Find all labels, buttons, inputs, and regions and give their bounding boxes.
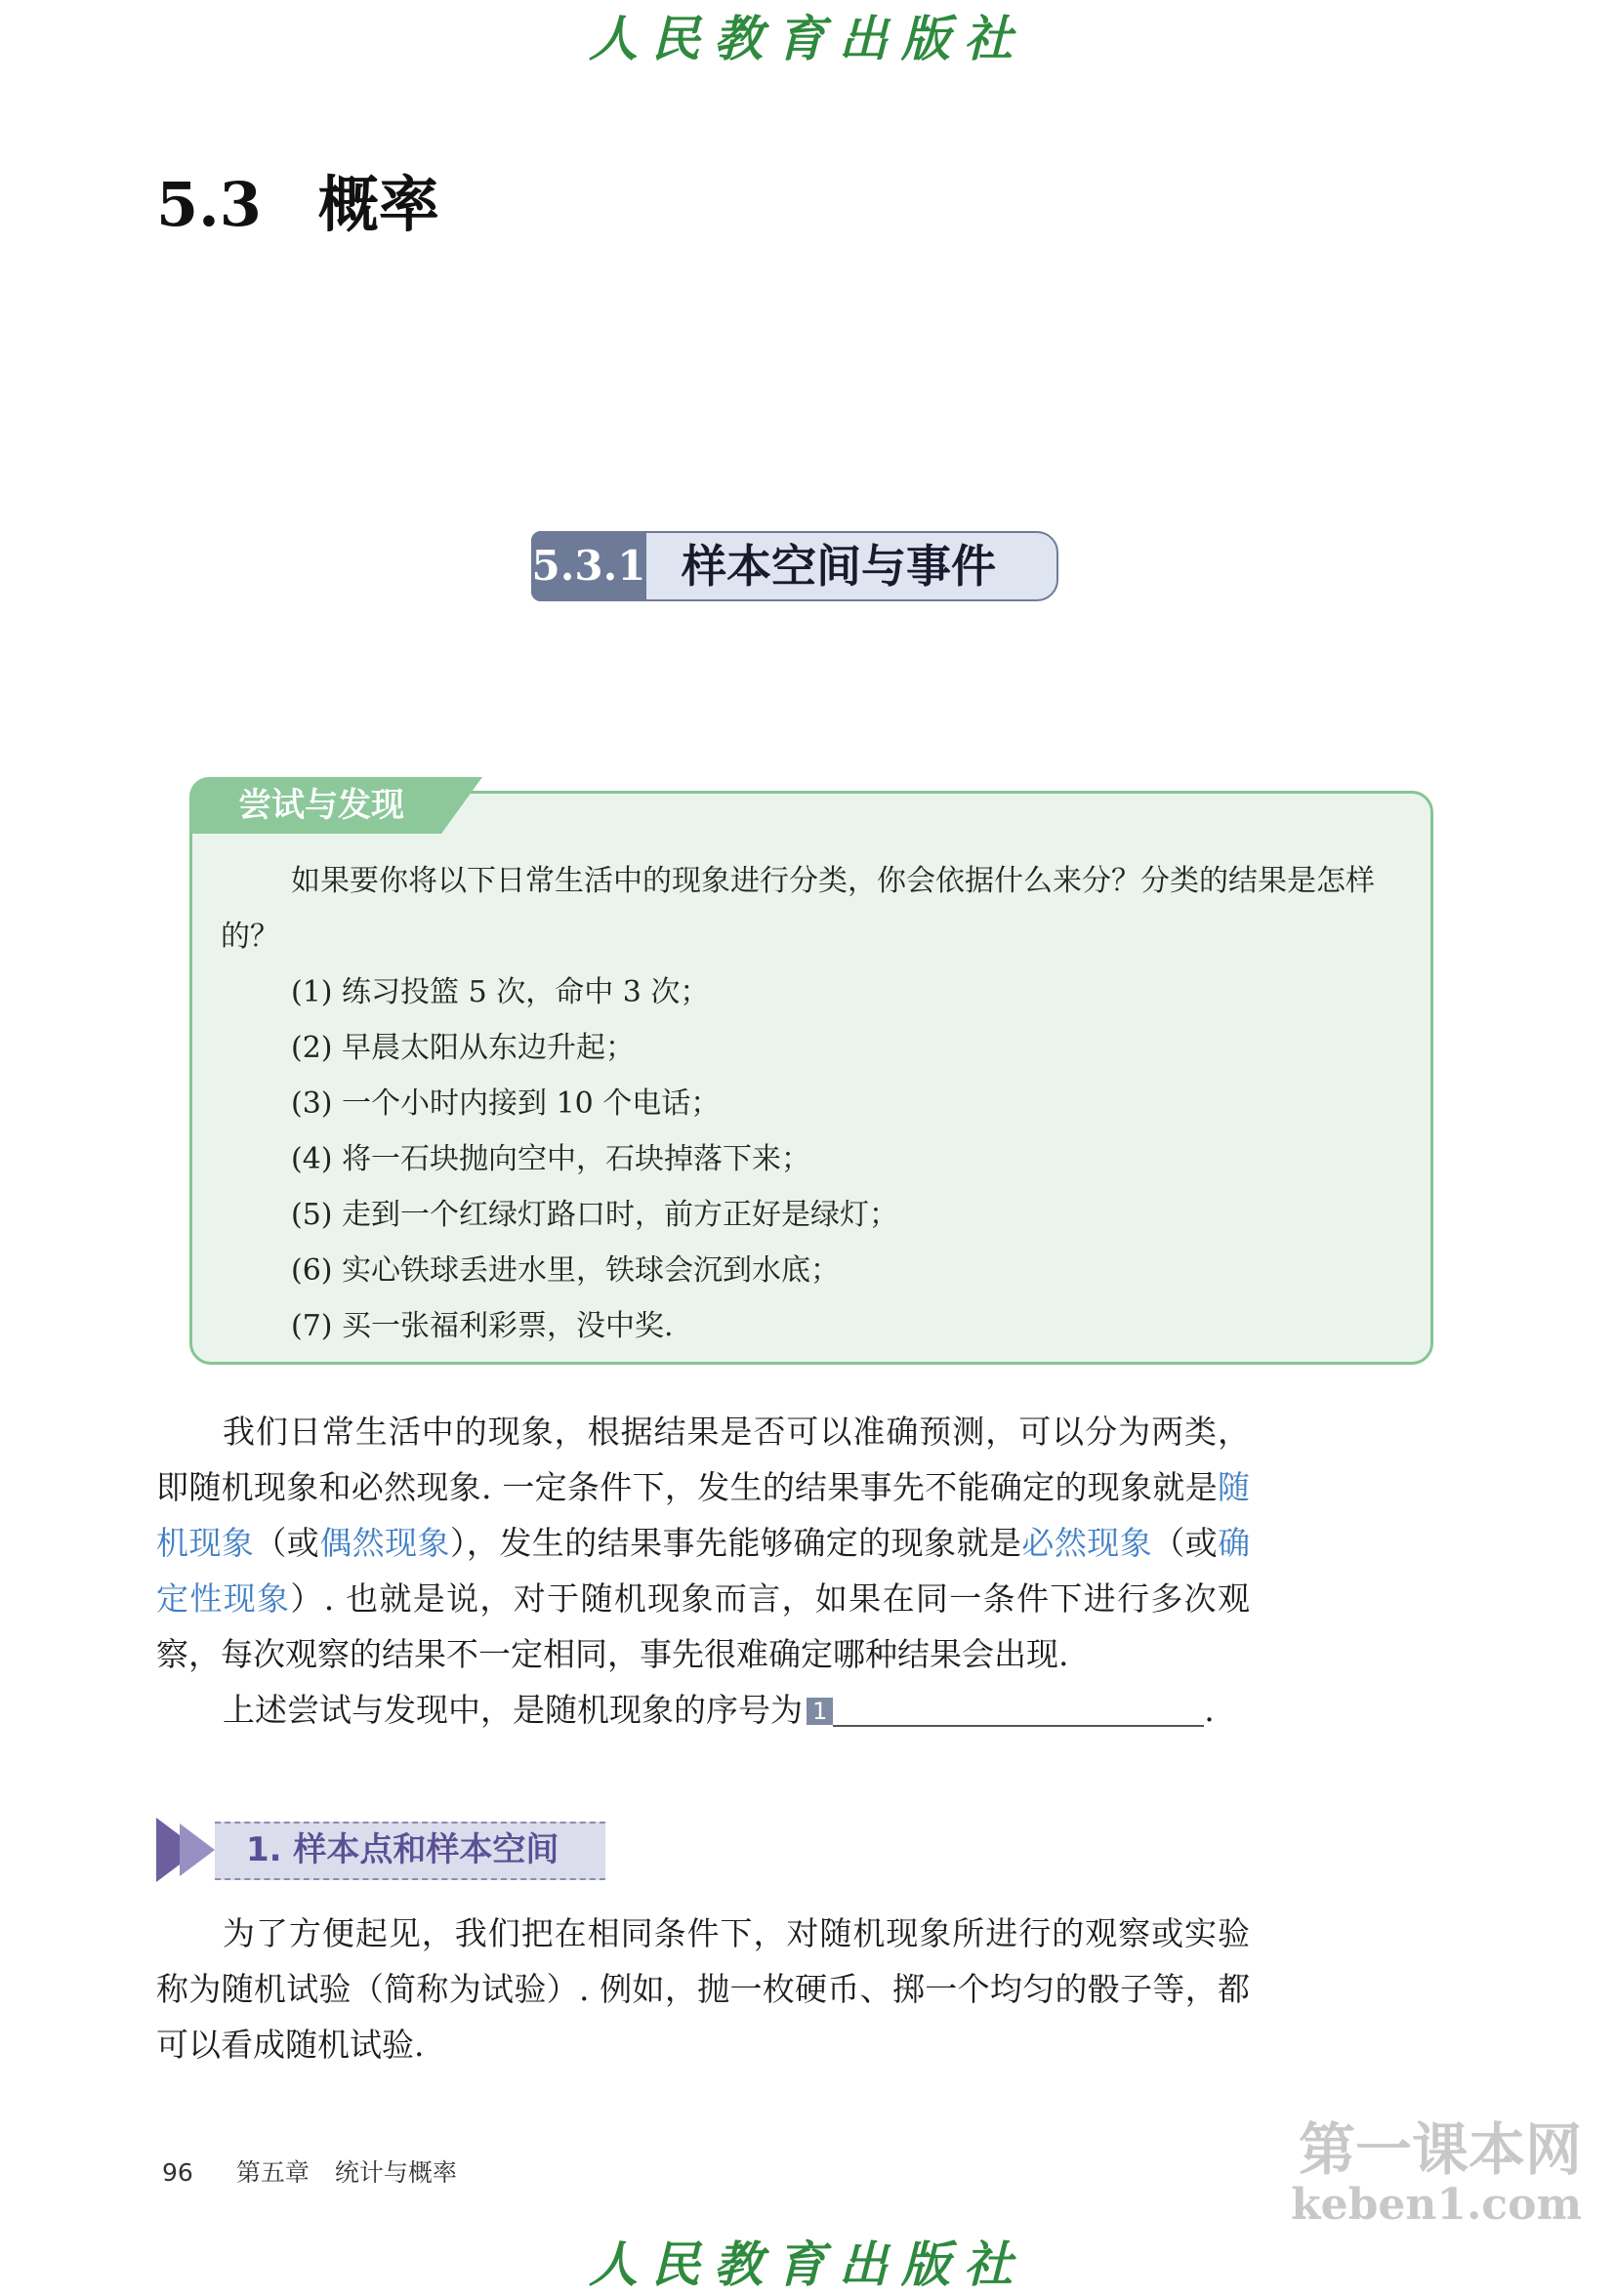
paragraph-text: 我们日常生活中的现象，根据结果是否可以准确预测，可以分为两类，即随机现象和必然现象. 一定条件下，发生的结果事先不能确定的现象就是	[156, 1413, 1250, 1506]
answer-blank[interactable]	[833, 1696, 1204, 1727]
subsection-title: 样本空间与事件	[682, 540, 996, 593]
list-item: (3) 一个小时内接到 10 个电话；	[291, 1086, 721, 1121]
list-item: (2) 早晨太阳从东边升起；	[291, 1031, 636, 1065]
list-item: (1) 练习投篮 5 次，命中 3 次；	[291, 975, 710, 1009]
section-title-text: 概率	[317, 169, 439, 240]
watermark-cn: 第一课本网	[1298, 2116, 1582, 2183]
section-title	[156, 156, 439, 243]
list-item: (6) 实心铁球丢进水里，铁球会沉到水底；	[291, 1253, 841, 1288]
tab-label: 尝试与发现	[238, 786, 404, 825]
list-item: (7) 买一张福利彩票，没中奖.	[291, 1309, 674, 1343]
list-item: (4) 将一石块抛向空中，石块掉落下来；	[291, 1142, 811, 1176]
chapter-label: 第五章	[235, 2158, 310, 2187]
phenomena-list	[291, 964, 898, 1354]
arrow-inner-icon	[180, 1824, 215, 1876]
publisher-logo-bottom: 人民教育出版社	[589, 2235, 1026, 2293]
paragraph-end: .	[1204, 1691, 1215, 1729]
subsection-number: 5.3.1	[531, 531, 646, 601]
term-random-phenomenon: 随机现象	[156, 1468, 1250, 1562]
page-number: 96	[162, 2158, 193, 2187]
term-deterministic-phenomenon: 确定性现象	[156, 1524, 1251, 1618]
page-footer	[162, 2153, 457, 2189]
paragraph-text: （或	[1152, 1524, 1219, 1562]
paragraph-text: （或	[254, 1524, 320, 1562]
paragraph-text: ）. 也就是说，对于随机现象而言，如果在同一条件下进行多次观察，每次观察的结果不一定相同，事先很难确定哪种结果会出现.	[156, 1579, 1251, 1673]
heading-label: 1. 样本点和样本空间	[246, 1830, 559, 1869]
watermark	[1260, 2118, 1582, 2230]
blank-marker: 1	[807, 1698, 833, 1725]
try-and-discover-tab	[189, 777, 482, 836]
publisher-logo-top: 人民教育出版社	[589, 10, 1026, 67]
paragraph-random-phenomena	[156, 1404, 1250, 1682]
watermark-en: keben1.com	[1291, 2180, 1582, 2230]
section-number: 5.3	[156, 169, 262, 240]
paragraph-random-trial: 为了方便起见，我们把在相同条件下，对随机现象所进行的观察或实验称为随机试验（简称为试验）. 例如，抛一枚硬币、掷一个均匀的骰子等，都可以看成随机试验.	[156, 1914, 1250, 2064]
term-accidental-phenomenon: 偶然现象	[319, 1524, 450, 1562]
paragraph-text: 上述尝试与发现中，是随机现象的序号为	[223, 1691, 803, 1729]
try-intro-text: 如果要你将以下日常生活中的现象进行分类，你会依据什么来分？分类的结果是怎样的？	[221, 864, 1375, 954]
list-item: (5) 走到一个红绿灯路口时，前方正好是绿灯；	[291, 1198, 899, 1232]
chapter-title: 统计与概率	[334, 2158, 457, 2187]
heading-sample-space	[156, 1818, 605, 1880]
subsection-badge	[531, 531, 1058, 599]
paragraph-fill-blank	[156, 1682, 1250, 1738]
paragraph-text: ），发生的结果事先能够确定的现象就是	[449, 1524, 1022, 1562]
term-inevitable-phenomenon: 必然现象	[1021, 1524, 1153, 1562]
